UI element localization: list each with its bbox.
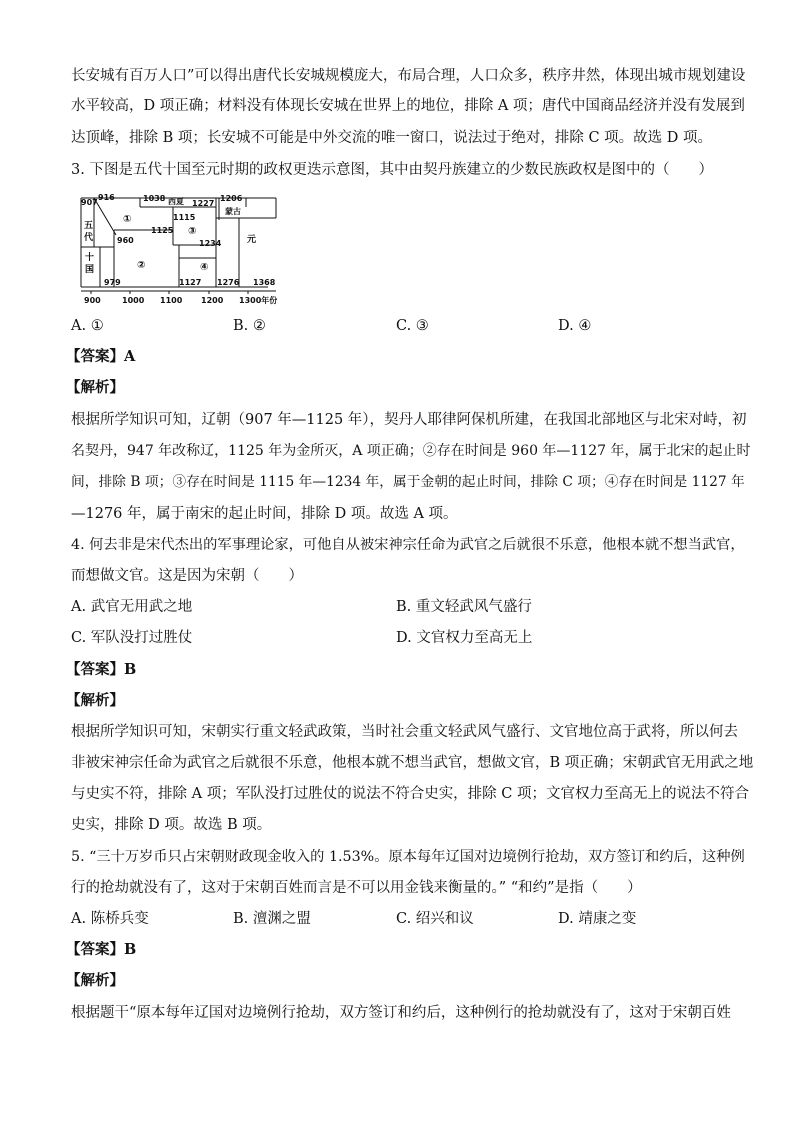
axis-tick-label: 900 [84,296,101,305]
text-line: 水平较高，D 项正确；材料没有体现长安城在世界上的地位，排除 A 项；唐代中国商品经济并没有发展到 [71,98,745,114]
regime-marker-1: ① [123,214,132,225]
regime-label-xixia: 西夏 [168,197,184,206]
regime-label-guo: 国 [85,265,95,275]
analysis-line: 与史实不符，排除 A 项；军队没打过胜仗的说法不符合史实，排除 C 项；文官权力至高无上的说法不符合 [71,786,749,802]
year-label: 1038 [143,194,166,203]
answer-label: 【答案】B [66,941,137,958]
question-5-stem: 5. “三十万岁币只占宋朝财政现金收入的 1.53%。原本每年辽国对边境例行抢劫，双方签订和约后，这种例 [71,849,745,865]
question-5-stem: 行的抢劫就没有了，这对于宋朝百姓而言是不可以用金钱来衡量的。” “和约”是指（ ） [71,880,642,896]
regime-succession-diagram [76,190,296,310]
year-label: 1125 [151,226,174,235]
analysis-label: 【解析】 [66,972,124,989]
text-line: 达顶峰，排除 B 项；长安城不可能是中外交流的唯一窗口，说法过于绝对，排除 C 项。故选 D 项。 [71,130,713,146]
regime-label-yuan: 元 [247,235,257,245]
analysis-label: 【解析】 [66,692,124,709]
analysis-line: 名契丹，947 年改称辽，1125 年为金所灭，A 项正确；②存在时间是 960 年—1127 年，属于北宋的起止时 [71,443,751,459]
regime-label-menggu: 蒙古 [225,207,241,216]
option-c[interactable]: C. ③ [396,318,429,334]
question-3-stem: 3. 下图是五代十国至元时期的政权更迭示意图，其中由契丹族建立的少数民族政权是图中的（ ） [71,162,713,178]
regime-label-dai: 代 [84,233,94,243]
year-label: 1127 [179,278,202,287]
regime-label-shi: 十 [85,253,95,263]
year-label: 1368 [253,278,276,287]
analysis-line: 史实，排除 D 项。故选 B 项。 [71,817,272,833]
year-label: 1227 [192,199,215,208]
year-label: 916 [98,193,115,202]
answer-label: 【答案】B [66,661,137,678]
analysis-label: 【解析】 [66,379,124,396]
regime-marker-2: ② [137,260,146,271]
axis-tick-label: 1000 [122,296,145,305]
option-c[interactable]: C. 绍兴和议 [396,911,474,927]
year-label: 1234 [199,239,222,248]
option-b[interactable]: B. 重文轻武风气盛行 [396,599,532,615]
option-d[interactable]: D. 文官权力至高无上 [396,630,533,646]
year-label: 1276 [217,278,240,287]
axis-tick-label: 1100 [160,296,183,305]
regime-marker-4: ④ [200,262,209,273]
text-line: 长安城有百万人口”可以得出唐代长安城规模庞大，布局合理，人口众多，秩序井然，体现出城市规划建设 [71,68,746,84]
analysis-line: 非被宋神宗任命为武官之后就很不乐意，他根本就不想当武官，想做文官，B 项正确；宋朝武官无用武之地 [71,755,754,771]
option-a[interactable]: A. ① [71,318,104,334]
regime-label-wu: 五 [84,221,94,231]
option-c[interactable]: C. 军队没打过胜仗 [71,630,193,646]
analysis-line: 根据题干“原本每年辽国对边境例行抢劫，双方签订和约后，这种例行的抢劫就没有了，这对于宋朝百姓 [71,1005,731,1021]
option-d[interactable]: D. 靖康之变 [558,911,637,927]
year-label: 1115 [173,213,196,222]
answer-label: 【答案】A [66,348,136,365]
analysis-line: —1276 年，属于南宋的起止时间，排除 D 项。故选 A 项。 [71,506,458,522]
option-b[interactable]: B. 澶渊之盟 [233,911,311,927]
axis-tick-label: 1200 [201,296,224,305]
option-a[interactable]: A. 陈桥兵变 [71,911,149,927]
regime-marker-3: ③ [188,226,197,237]
analysis-line: 根据所学知识可知，辽朝（907 年—1125 年），契丹人耶律阿保机所建，在我国北部地区与北宋对峙，初 [71,412,747,428]
year-label: 979 [104,278,121,287]
option-d[interactable]: D. ④ [558,318,592,334]
axis-tick-label: 1300年份 [239,296,278,305]
question-4-stem: 4. 何去非是宋代杰出的军事理论家，可他自从被宋神宗任命为武官之后就很不乐意，他根本就不想当武官， [71,537,745,553]
analysis-line: 间，排除 B 项；③存在时间是 1115 年—1234 年，属于金朝的起止时间，排除 C 项；④存在时间是 1127 年 [71,474,745,490]
question-4-stem: 而想做文官。这是因为宋朝（ ） [71,568,303,584]
option-b[interactable]: B. ② [233,318,266,334]
option-a[interactable]: A. 武官无用武之地 [71,599,193,615]
year-label: 960 [117,236,134,245]
year-label: 907 [81,198,98,207]
year-label: 1206 [220,194,243,203]
analysis-line: 根据所学知识可知，宋朝实行重文轻武政策，当时社会重文轻武风气盛行、文官地位高于武将，所以何去 [71,724,738,740]
